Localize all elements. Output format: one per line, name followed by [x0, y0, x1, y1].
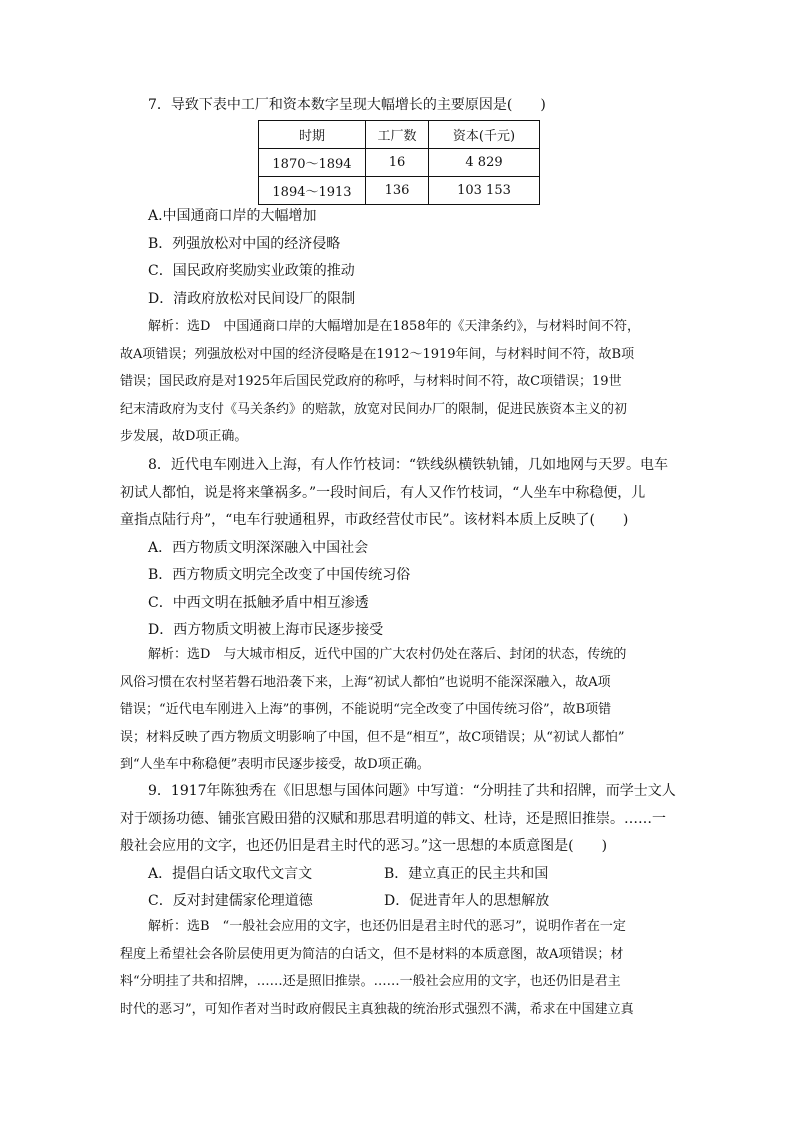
question-9-stem: 对于颂扬功德、铺张宫殿田猎的汉赋和那思君明道的韩文、杜诗，还是照旧推崇。……一 [120, 810, 666, 827]
option-c: C．国民政府奖励实业政策的推动 [148, 263, 355, 279]
option-b: B．西方物质文明完全改变了中国传统习俗 [148, 567, 411, 583]
table-header-factories: 工厂数 [366, 121, 429, 149]
explanation-line: 时代的恶习”，可知作者对当时政府假民主真独裁的统治形式强烈不满，希求在中国建立真 [120, 1001, 634, 1017]
explanation-line: 解析：选D 与大城市相反，近代中国的广大农村仍处在落后、封闭的状态，传统的 [148, 647, 627, 662]
question-7-options [120, 203, 680, 313]
question-9-stem: 般社会应用的文字，也还仍旧是君主时代的恶习。”这一思想的本质意图是( ) [120, 838, 608, 854]
factory-capital-table [258, 120, 540, 205]
explanation-line: 错误；“近代电车刚进入上海”的事例，不能说明“完全改变了中国传统习俗”，故B项错 [120, 702, 612, 717]
table-cell: 136 [366, 177, 429, 205]
explanation-line: 误；材料反映了西方物质文明影响了中国，但不是“相互”，故C项错误；从“初试人都怕” [120, 729, 625, 745]
option-d: D．西方物质文明被上海市民逐步接受 [148, 622, 384, 638]
table-cell: 4 829 [429, 149, 540, 177]
table-header-capital: 资本(千元) [429, 121, 540, 149]
question-9 [120, 778, 680, 916]
question-8-stem: 初试人都怕，说是将来肇祸多。”一段时间后，有人又作竹枝词，“人坐车中称稳便，儿 [120, 484, 646, 501]
question-7-explanation [120, 313, 680, 451]
options-row [120, 861, 680, 889]
explanation-line: 纪末清政府为支付《马关条约》的赔款，放宽对民间办厂的限制，促进民族资本主义的初 [120, 401, 628, 417]
option-d: D．促进青年人的思想解放 [384, 893, 550, 909]
option-c: C．中西文明在抵触矛盾中相互渗透 [148, 594, 369, 611]
table-cell: 1894～1913 [259, 177, 366, 205]
table-header-period: 时期 [259, 121, 366, 149]
question-9-explanation [120, 913, 680, 1023]
explanation-line: 料“分明挂了共和招牌，……还是照旧推崇。……一般社会应用的文字，也还仍旧是君主 [120, 974, 621, 989]
table-cell: 103 153 [429, 177, 540, 205]
explanation-line: 到“人坐车中称稳便”表明市民逐步接受，故D项正确。 [120, 757, 430, 772]
explanation-line: 程度上希望社会各阶层使用更为简洁的白话文，但不是材料的本质意图，故A项错误；材 [120, 946, 624, 962]
option-c: C．反对封建儒家伦理道德 [148, 893, 313, 909]
question-8 [120, 452, 680, 645]
table-cell: 16 [366, 149, 429, 177]
question-8-stem: 8．近代电车刚进入上海，有人作竹枝词：“铁线纵横铁轨铺，几如地网与天罗。电车 [148, 457, 669, 473]
table-cell: 1870～1894 [259, 149, 366, 177]
options-row [120, 888, 680, 916]
explanation-line: 错误；国民政府是对1925年后国民党政府的称呼，与材料时间不符，故C项错误；19世 [120, 374, 622, 389]
option-b: B．建立真正的民主共和国 [384, 865, 549, 882]
option-d: D．清政府放松对民间设厂的限制 [148, 290, 356, 307]
explanation-line: 风俗习惯在农村坚若磐石地沿袭下来，上海“初试人都怕”也说明不能深深融入，故A项 [120, 674, 611, 690]
table-row [259, 149, 540, 177]
option-b: B．列强放松对中国的经济侵略 [148, 235, 341, 252]
table-header-row [259, 121, 540, 149]
explanation-line: 步发展，故D项正确。 [120, 429, 248, 444]
explanation-line: 解析：选B “一般社会应用的文字，也还仍旧是君主时代的恶习”，说明作者在一定 [148, 919, 626, 934]
table-row [259, 177, 540, 205]
option-a: A．提倡白话文取代文言文 [148, 865, 313, 882]
option-a: A.中国通商口岸的大幅增加 [148, 208, 317, 224]
question-7 [120, 92, 680, 120]
question-9-stem: 9．1917年陈独秀在《旧思想与国体问题》中写道：“分明挂了共和招牌，而学士文人 [148, 783, 676, 799]
explanation-line: 故A项错误；列强放松对中国的经济侵略是在1912～1919年间，与材料时间不符，故B项 [120, 346, 635, 362]
option-a: A．西方物质文明深深融入中国社会 [148, 539, 369, 556]
question-8-stem: 童指点陆行舟”，“电车行驶通租界，市政经营仗市民”。该材料本质上反映了( ) [120, 512, 629, 528]
question-7-stem: 7．导致下表中工厂和资本数字呈现大幅增长的主要原因是( ) [148, 97, 546, 113]
explanation-line: 解析：选D 中国通商口岸的大幅增加是在1858年的《天津条约》，与材料时间不符， [148, 319, 641, 334]
question-8-explanation [120, 641, 680, 779]
